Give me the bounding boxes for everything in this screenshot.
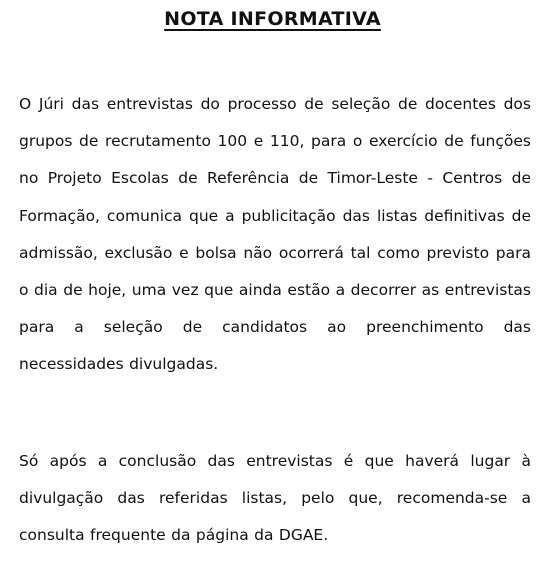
document-title-text: NOTA INFORMATIVA xyxy=(164,8,381,30)
paragraph-recommendation: Só após a conclusão das entrevistas é que haverá lugar à divulgação das referidas listas, pelo que, recomenda-se a consulta frequente da página da DGAE. xyxy=(19,452,531,545)
document-title xyxy=(0,8,545,30)
paragraph-notice: O Júri das entrevistas do processo de seleção de docentes dos grupos de recrutamento 100 e 110, para o exercício de funções no Projeto Escolas de Referência de Timor-Leste - Centros de Formação, comunica que a publicitação das listas definitivas de admissão, exclusão e bolsa não ocorrerá tal como previsto para o dia de hoje, uma vez que ainda estão a decorrer as entrevistas para a seleção de candidatos ao preenchimento das necessidades divulgadas. xyxy=(19,95,531,374)
